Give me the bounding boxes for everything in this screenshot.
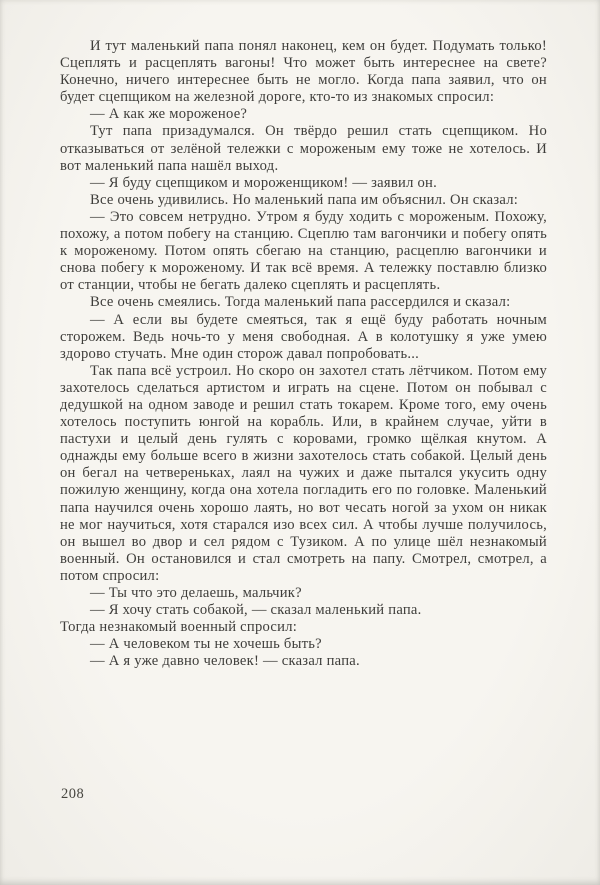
paragraph: — Это совсем нетрудно. Утром я буду ходить с мороженым. Похожу, похожу, а потом побегу на станцию. Сцеплю там вагончики и побегу опять к мороженому. Потом опять сбегаю на станцию, расцеплю вагончики и снова побегу к мороженому. И так всё время. А тележку поставлю близко от станции, чтобы не бегать далеко сцеплять и расцеплять. — [60, 208, 547, 294]
paragraph: Все очень удивились. Но маленький папа им объяснил. Он сказал: — [90, 191, 519, 208]
paragraph: — Ты что это делаешь, мальчик? — [90, 585, 302, 601]
paragraph: — А я уже давно человек! — сказал папа. — [90, 653, 360, 670]
paragraph: — Я буду сцепщиком и мороженщиком! — заявил он. — [90, 174, 438, 191]
paragraph: Тут папа призадумался. Он твёрдо решил стать сцепщиком. Но отказываться от зелёной тележки с мороженым ему тоже не хотелось. И вот маленький папа нашёл выход. — [60, 123, 547, 174]
paragraph: — А если вы будете смеяться, так я ещё буду работать ночным сторожем. Ведь ночь-то у меня свободная. А в колотушку я уже умею здорово стучать. Мне один сторож давал попробовать... — [60, 311, 547, 362]
page-number: 208 — [61, 786, 85, 802]
paragraph: — А как же мороженое? — [90, 106, 248, 123]
paragraph: И тут маленький папа понял наконец, кем он будет. Подумать только! Сцеплять и расцеплять вагоны! Что может быть интереснее на свете? Конечно, ничего интереснее быть не могло. Когда папа заявил, что он будет сцепщиком на железной дороге, кто-то из знакомых спросил: — [60, 38, 547, 106]
paragraph: Так папа всё устроил. Но скоро он захотел стать лётчиком. Потом ему захотелось сделаться артистом и играть на сцене. Потом он побывал с дедушкой на одном заводе и решил стать токарем. Кроме того, ему очень хотелось поступить юнгой на корабль. Или, в крайнем случае, уйти в пастухи и целый день гулять с коровами, громко щёлкая кнутом. А однажды ему больше всего в жизни захотелось стать собакой. Целый день он бегал на четвереньках, лаял на чужих и даже пытался укусить одну пожилую женщину, когда она хотела погладить его по головке. Маленький папа научился очень хорошо лаять, но вот чесать ногой за ухом он никак не мог научиться, хотя старался изо всех сил. А чтобы лучше получилось, он вышел во двор и сел рядом с Тузиком. А по улице шёл незнакомый военный. Он остановился и стал смотреть на папу. Смотрел, смотрел, а потом спросил: — [60, 362, 547, 584]
paragraph: — А человеком ты не хочешь быть? — [90, 636, 322, 653]
paragraph: — Я хочу стать собакой, — сказал маленький папа. — [90, 602, 422, 619]
paragraph: Все очень смеялись. Тогда маленький папа рассердился и сказал: — [90, 294, 511, 311]
paragraph: Тогда незнакомый военный спросил: — [60, 619, 298, 636]
text-block — [60, 38, 547, 670]
